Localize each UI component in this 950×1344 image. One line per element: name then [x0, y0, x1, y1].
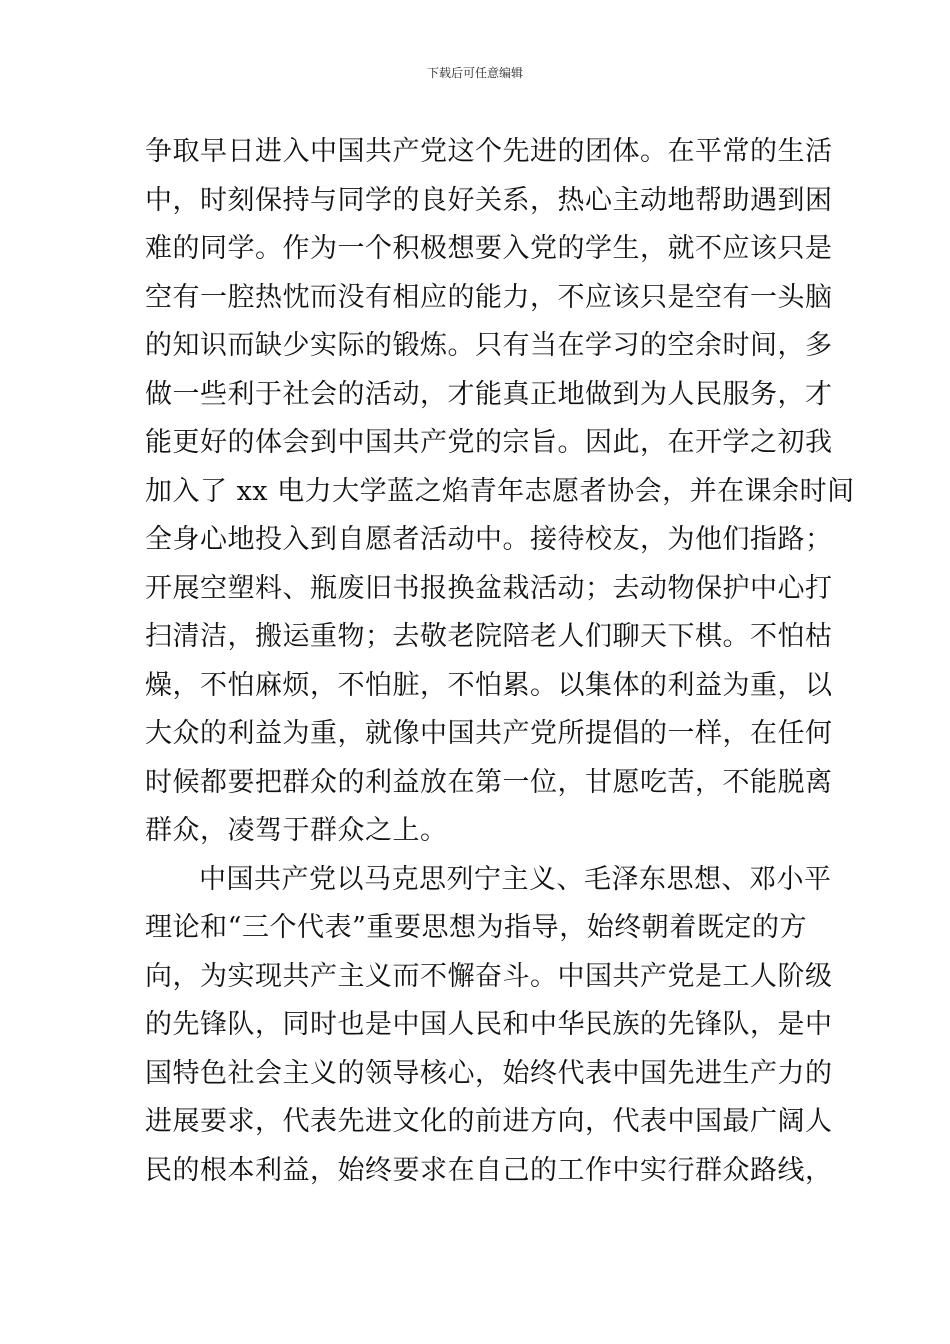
text-line: 中，时刻保持与同学的良好关系，热心主动地帮助遇到困 — [145, 184, 833, 216]
text-line: 全身心地投入到自愿者活动中。接待校友，为他们指路； — [145, 524, 833, 555]
text-line: 大众的利益为重，就像中国共产党所提倡的一样，在任何 — [145, 718, 833, 749]
text-line: 民的根本利益，始终要求在自己的工作中实行群众路线， — [145, 1154, 833, 1186]
text-line: 扫清洁，搬运重物；去敬老院陪老人们聊天下棋。不怕枯 — [145, 621, 833, 652]
text-line: 能更好的体会到中国共产党的宗旨。因此，在开学之初我 — [145, 427, 833, 458]
text-line: 时候都要把群众的利益放在第一位，甘愿吃苦，不能脱离 — [145, 766, 833, 798]
text-line: 加入了 xx 电力大学蓝之焰青年志愿者协会，并在课余时间 — [145, 475, 855, 507]
text-line: 难的同学。作为一个积极想要入党的学生，就不应该只是 — [145, 233, 833, 264]
text-line-paragraph-start: 中国共产党以马克思列宁主义、毛泽东思想、邓小平 — [199, 863, 832, 895]
text-line: 空有一腔热忱而没有相应的能力，不应该只是空有一头脑 — [145, 281, 833, 313]
text-line: 进展要求，代表先进文化的前进方向，代表中国最广阔人 — [145, 1106, 833, 1137]
text-line-paragraph-end: 群众，凌驾于群众之上。 — [145, 815, 448, 846]
text-line: 国特色社会主义的领导核心，始终代表中国先进生产力的 — [145, 1057, 833, 1089]
text-line: 做一些利于社会的活动，才能真正地做到为人民服务，才 — [145, 378, 833, 410]
text-line: 向，为实现共产主义而不懈奋斗。中国共产党是工人阶级 — [145, 960, 833, 992]
text-line: 争取早日进入中国共产党这个先进的团体。在平常的生活 — [145, 136, 833, 167]
text-line: 开展空塑料、瓶废旧书报换盆栽活动；去动物保护中心打 — [145, 572, 833, 604]
text-line: 的先锋队，同时也是中国人民和中华民族的先锋队，是中 — [145, 1009, 833, 1040]
document-body — [145, 128, 855, 1195]
text-line: 的知识而缺少实际的锻炼。只有当在学习的空余时间，多 — [145, 330, 833, 361]
text-line: 燥，不怕麻烦，不怕脏，不怕累。以集体的利益为重，以 — [145, 669, 833, 701]
page-header: 下载后可任意编辑 — [426, 66, 523, 80]
text-line: 理论和“三个代表”重要思想为指导，始终朝着既定的方 — [145, 912, 807, 943]
